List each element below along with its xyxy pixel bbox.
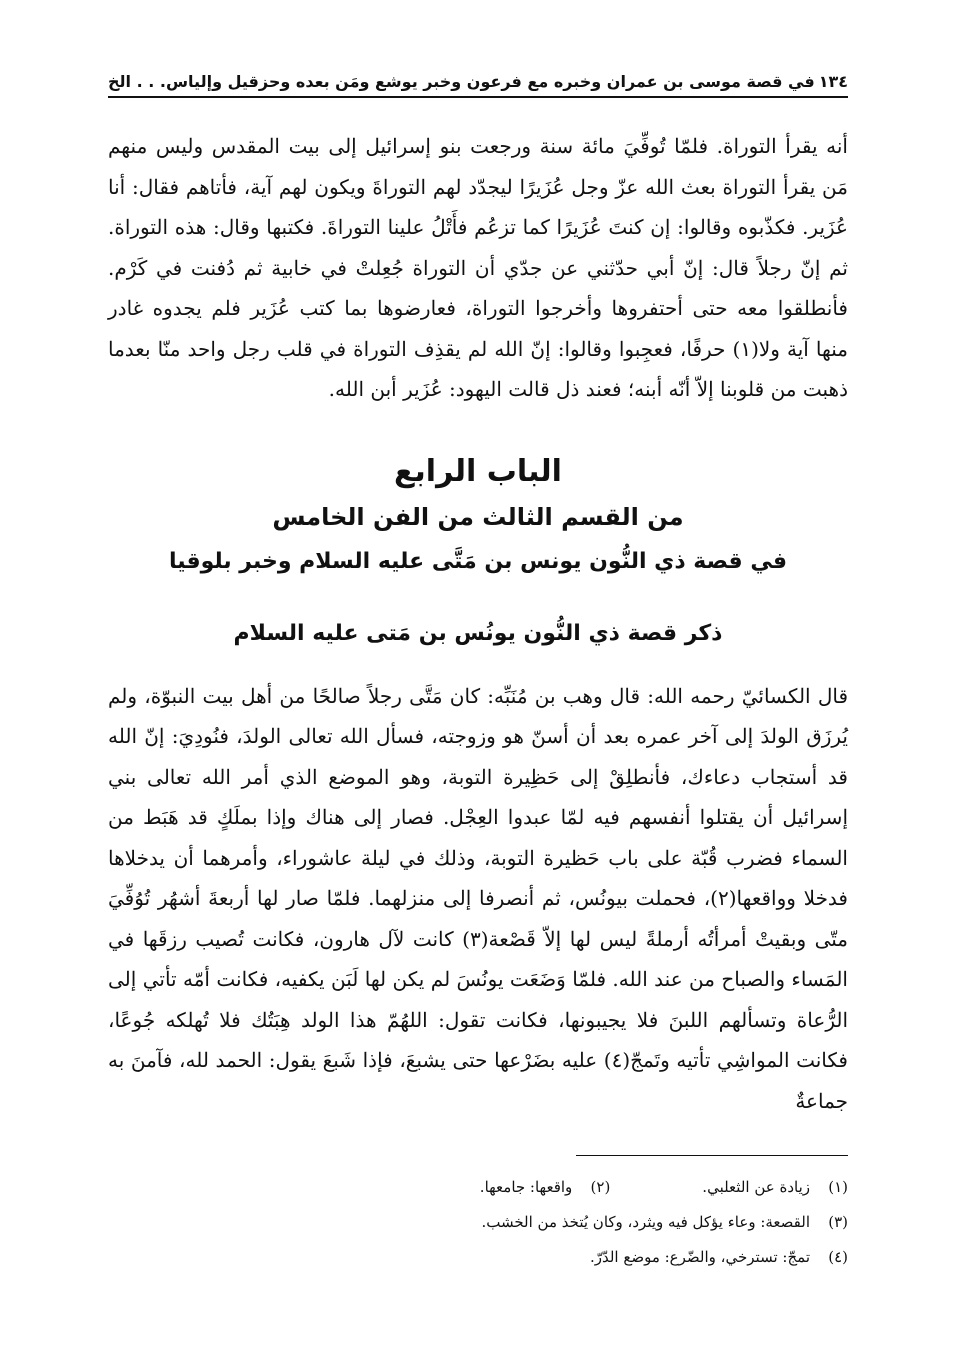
footnote-number: (٤): [828, 1248, 848, 1266]
paragraph-uzair-story: أنه يقرأ التوراة. فلمّا تُوفِّيَ مائة سنة ورجعت بنو إسرائيل إلى بيت المقدس وليس منهم مَن يقرأ التوراة بعث الله عزّ وجل عُزَيرًا ليجدّد لهم التوراةَ ويكون لهم آية، فأتاهم فقال: أنا عُزَير. فكذّبوه وقالوا: إن كنتَ عُزَيرًا كما تزعُم فأَتْلُ علينا التوراةَ. فكتبها وقال: هذه التوراة. ثم إنّ رجلاً قال: إنّ أبي حدّثني عن جدّي أن التوراة جُعِلتْ في خابية ثم دُفنت في كَرْم. فأنطلقوا معه حتى أحتفروها وأخرجوا التوراة، فعارضوها بما كتب عُزَير فلم يجدوه غادر منها آية ولا(١) حرفًا، فعجِبوا وقالوا: إنّ الله لم يقذِف التوراة في قلب رجل واحد منّا بعدما ذهبت من قلوبنا إلاّ أنّه أبنه؛ فعند ذل قالت اليهود: عُزَير أبن الله.: [108, 134, 849, 401]
section-title: ذكر قصة ذي النُّون يونُس بن مَتى عليه السلام: [233, 620, 723, 646]
footnote-text: زيادة عن الثعلبي.: [702, 1178, 810, 1196]
book-page: [108, 62, 848, 1275]
footnote-text: تمجّ: تسترخي، والضّرع: موضع الدّرّ.: [589, 1248, 810, 1266]
chapter-title: الباب الرابع: [394, 453, 562, 489]
footnote-row: [108, 1205, 848, 1240]
chapter-subtitle-topic: في قصة ذي النُّون يونس بن مَتَّى عليه السلام وخبر بلوقيا: [168, 548, 788, 574]
footnote-row: [108, 1170, 848, 1205]
running-title: في قصة موسى بن عمران وخبره مع فرعون وخبر يوشع ومَن بعده وحزقيل وإلياس. . . الخ: [108, 72, 815, 91]
footnote-number: (٣): [828, 1213, 848, 1231]
page-number: ١٣٤: [818, 72, 848, 91]
footnote-row: [108, 1240, 848, 1275]
footnote-number: (١): [828, 1178, 848, 1196]
footnote-divider: [576, 1155, 848, 1156]
footnotes: [108, 1170, 848, 1275]
running-header: [108, 62, 848, 98]
paragraph-yunus-story: قال الكسائيّ رحمه الله: قال وهب بن مُنَبِّه: كان مَتَّى رجلاً صالحًا من أهل بيت النبوّة، ولم يُرزَق الولدَ إلى آخر عمره بعد أن أسنّ هو وزوجته، فسأل الله تعالى الولدَ، فنُودِيَ: إنّ الله قد أستجاب دعاءك، فأنطلِقْ إلى حَظِيرة التوبة، وهو الموضع الذي أمر الله تعالى بني إسرائيل أن يقتلوا أنفسهم فيه لمّا عبدوا العِجْل. فصار إلى هناك وإذا بملَكٍ قد هَبَط من السماء فضرب قُبّة على باب حَظيرة التوبة، وذلك في ليلة عاشوراء، وأمرهما أن يدخلاها فدخلا وواقعها(٢)، فحملت بيونُس، ثم أنصرفا إلى منزلهما. فلمّا صار لها أربعةَ أشهُر تُوُفِّيَ متّى وبقيتْ أمرأتُه أرملةً ليس لها إلاّ قَصْعة(٣) كانت لآل هارون، فكانت تُصيب رزقَها في المَساء والصباح من عند الله. فلمّا وَضَعَت يونُسَ لم يكن لها لَبَن يكفيه، فكانت أمّه تأتي إلى الرُّعاة وتسألهم اللبنَ فلا يجيبونها، فكانت تقول: اللهُمّ هذا الولد هِبَتُك فلا تُهلكه جُوعًا، فكانت المواشِي تأتيه وتَمجّ(٤) عليه بضَرْعها حتى يشبعَ، فإذا شَبعَ يقول: الحمد لله، فآمنَ به جماعةٌ: [108, 683, 849, 1113]
chapter-subtitle-part: من القسم الثالث من الفن الخامس: [272, 502, 684, 531]
footnote-number: (٢): [590, 1178, 611, 1196]
footnote-text: القصعة: وعاء يؤكل فيه ويثرد، وكان يُتخذ من الخشب.: [481, 1213, 810, 1231]
footnote-text: واقعها: جامعها.: [479, 1178, 573, 1196]
